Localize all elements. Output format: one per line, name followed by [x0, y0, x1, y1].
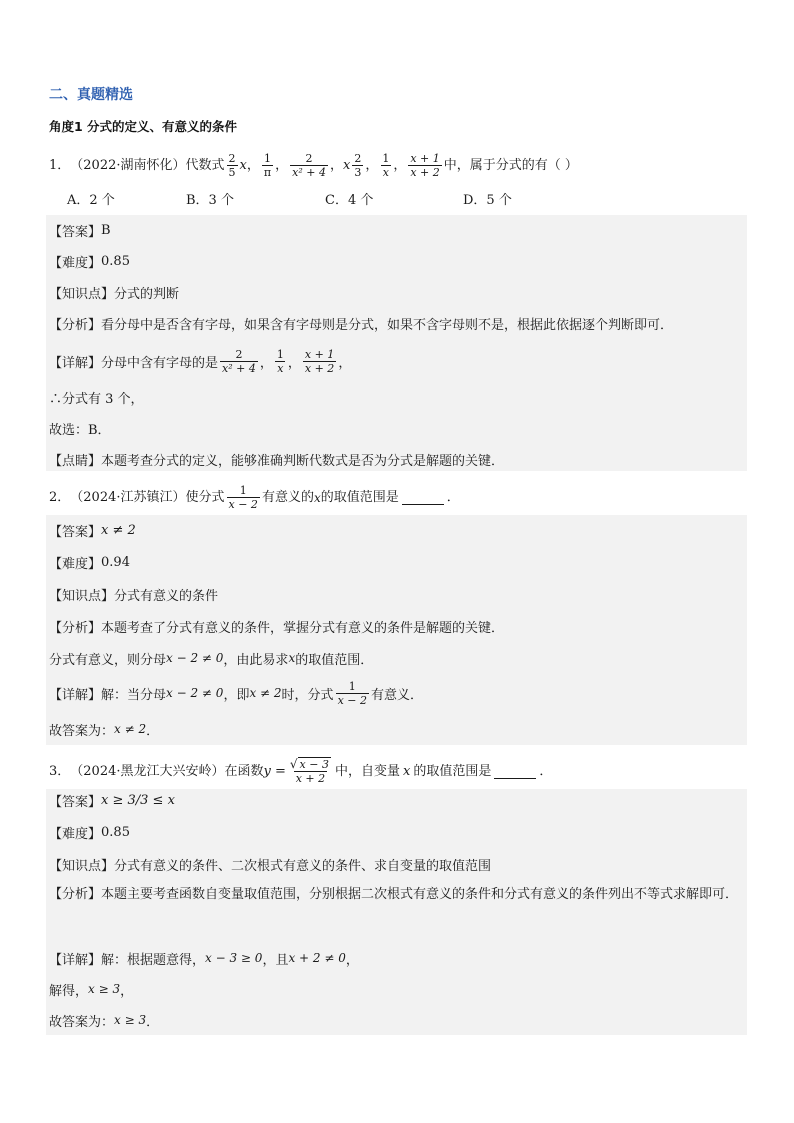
q1-sep-1: ，	[246, 157, 260, 173]
a2-knowledge: 【知识点】 分式有意义的条件	[49, 588, 219, 604]
a2-final: 故答案为： x ≠ 2 ．	[49, 722, 160, 739]
q1-sep-3: ，	[329, 157, 343, 173]
a3-line3: 故答案为： x ≥ 3 ．	[49, 1013, 160, 1030]
q1-term3: $\frac{2}{\text{x² + 4}}$	[292, 152, 326, 179]
q1-term2: $\frac{1}{\pi}$	[263, 152, 272, 179]
q1-prefix: 代数式	[185, 157, 225, 173]
angle-title: 角度1 分式的定义、有意义的条件	[49, 119, 238, 134]
q3-source: （2024·黑龙江大兴安岭）	[70, 763, 225, 779]
a1-analysis: 【分析】 看分母中是否含有字母，如果含有字母则是分式，如果不含字母则不是，根据此依据逐个判断即可．	[49, 317, 674, 333]
a1-knowledge: 【知识点】 分式的判断	[49, 286, 180, 302]
a2-analysis-2: 分式有意义，则分母 x − 2 ≠ 0 ，由此易求 x 的取值范围．	[49, 651, 374, 668]
q3-lhs: y =	[263, 763, 286, 779]
q3-mid: 中，自变量	[334, 763, 400, 779]
a3-detail: 【详解】 解：根据题意得， x − 3 ≥ 0 ，且 x + 2 ≠ 0 ，	[49, 951, 359, 968]
question-3	[49, 758, 552, 785]
answer-block-2	[46, 515, 747, 745]
q2-number: 2．	[49, 489, 71, 505]
q1-option-a: A．2 个	[67, 193, 115, 208]
q2-var: x	[313, 490, 321, 505]
a1-difficulty: 【难度】 0.85	[49, 253, 130, 271]
a3-answer: 【答案】 x ≥ 3/3 ≤ x	[49, 792, 175, 810]
a1-line2: ∴分式有 3 个，	[49, 391, 144, 407]
q1-sep-4: ，	[365, 157, 379, 173]
question-2	[49, 484, 460, 511]
a3-difficulty: 【难度】 0.85	[49, 824, 130, 842]
a3-analysis: 【分析】本题主要考查函数自变量取值范围，分别根据二次根式有意义的条件和分式有意义的条件列出不等式求解即可．	[49, 887, 739, 902]
q1-option-d: D．5 个	[463, 193, 512, 208]
q3-prefix: 在函数	[224, 763, 264, 779]
q3-number: 3．	[49, 763, 71, 779]
answer-block-3	[46, 789, 747, 1035]
q1-option-b: B．3 个	[186, 193, 234, 208]
q2-answer-blank[interactable]	[402, 490, 444, 505]
q1-suffix: 中，属于分式的有（ ）	[443, 157, 578, 173]
q1-term4: $\frac{2}{3}$	[354, 152, 362, 179]
q1-term6: $\frac{x + 1}{x + 2}$	[410, 152, 440, 179]
a1-detail: 【详解】 分母中含有字母的是 $\frac{2}{\text{x² + 4}}$ ， $\frac{1}{x}$ ， $\frac{x + 1}{x + 2}$ ，	[49, 347, 352, 375]
a1-line3: 故选：B．	[49, 422, 111, 438]
q3-fraction: $\frac{√ x - 3}{x + 2}$	[289, 757, 329, 785]
q1-option-c: C．4 个	[325, 193, 374, 208]
q2-mid: 有意义的	[261, 489, 314, 505]
q1-sep-5: ，	[393, 157, 407, 173]
q1-term4-pre: x	[342, 157, 351, 173]
q1-sep-2: ，	[275, 157, 289, 173]
q2-end: ．	[446, 489, 460, 505]
a1-comment: 【点睛】 本题考查分式的定义，能够准确判断代数式是否为分式是解题的关键．	[49, 453, 505, 469]
q1-options	[67, 189, 667, 209]
q3-var: x	[402, 763, 411, 779]
a3-line2: 解得， x ≥ 3 ，	[49, 982, 134, 999]
q3-end: ．	[539, 763, 553, 779]
q2-source: （2024·江苏镇江）	[70, 489, 186, 505]
a2-detail: 【详解】 解：当分母 x − 2 ≠ 0 ，即 x ≠ 2 时，分式 $\frac{1}{x - 2}$ 有意义．	[49, 679, 423, 707]
a2-answer: 【答案】 x ≠ 2	[49, 522, 136, 540]
a2-difficulty: 【难度】 0.94	[49, 554, 130, 572]
q1-source: （2022·湖南怀化）	[70, 157, 186, 173]
q1-number: 1．	[49, 157, 71, 173]
q3-answer-blank[interactable]	[494, 764, 536, 779]
q2-prefix: 使分式	[185, 489, 225, 505]
q2-suffix: 的取值范围是	[320, 489, 399, 505]
section-title: 二、真题精选	[49, 87, 133, 103]
answer-block-1	[46, 215, 747, 471]
a2-analysis: 【分析】 本题考查了分式有意义的条件，掌握分式有意义的条件是解题的关键．	[49, 620, 505, 636]
q1-term5: $\frac{1}{x}$	[382, 152, 390, 179]
q1-term1-var: x	[239, 157, 247, 173]
q3-suffix: 的取值范围是	[413, 763, 492, 779]
a3-knowledge: 【知识点】 分式有意义的条件、二次根式有意义的条件、求自变量的取值范围	[49, 858, 492, 874]
q1-term1: $\frac{2}{5}$	[228, 152, 236, 179]
question-1	[49, 152, 578, 179]
q2-fraction: $\frac{1}{x - 2}$	[228, 484, 258, 511]
a1-answer: 【答案】 B	[49, 222, 111, 240]
